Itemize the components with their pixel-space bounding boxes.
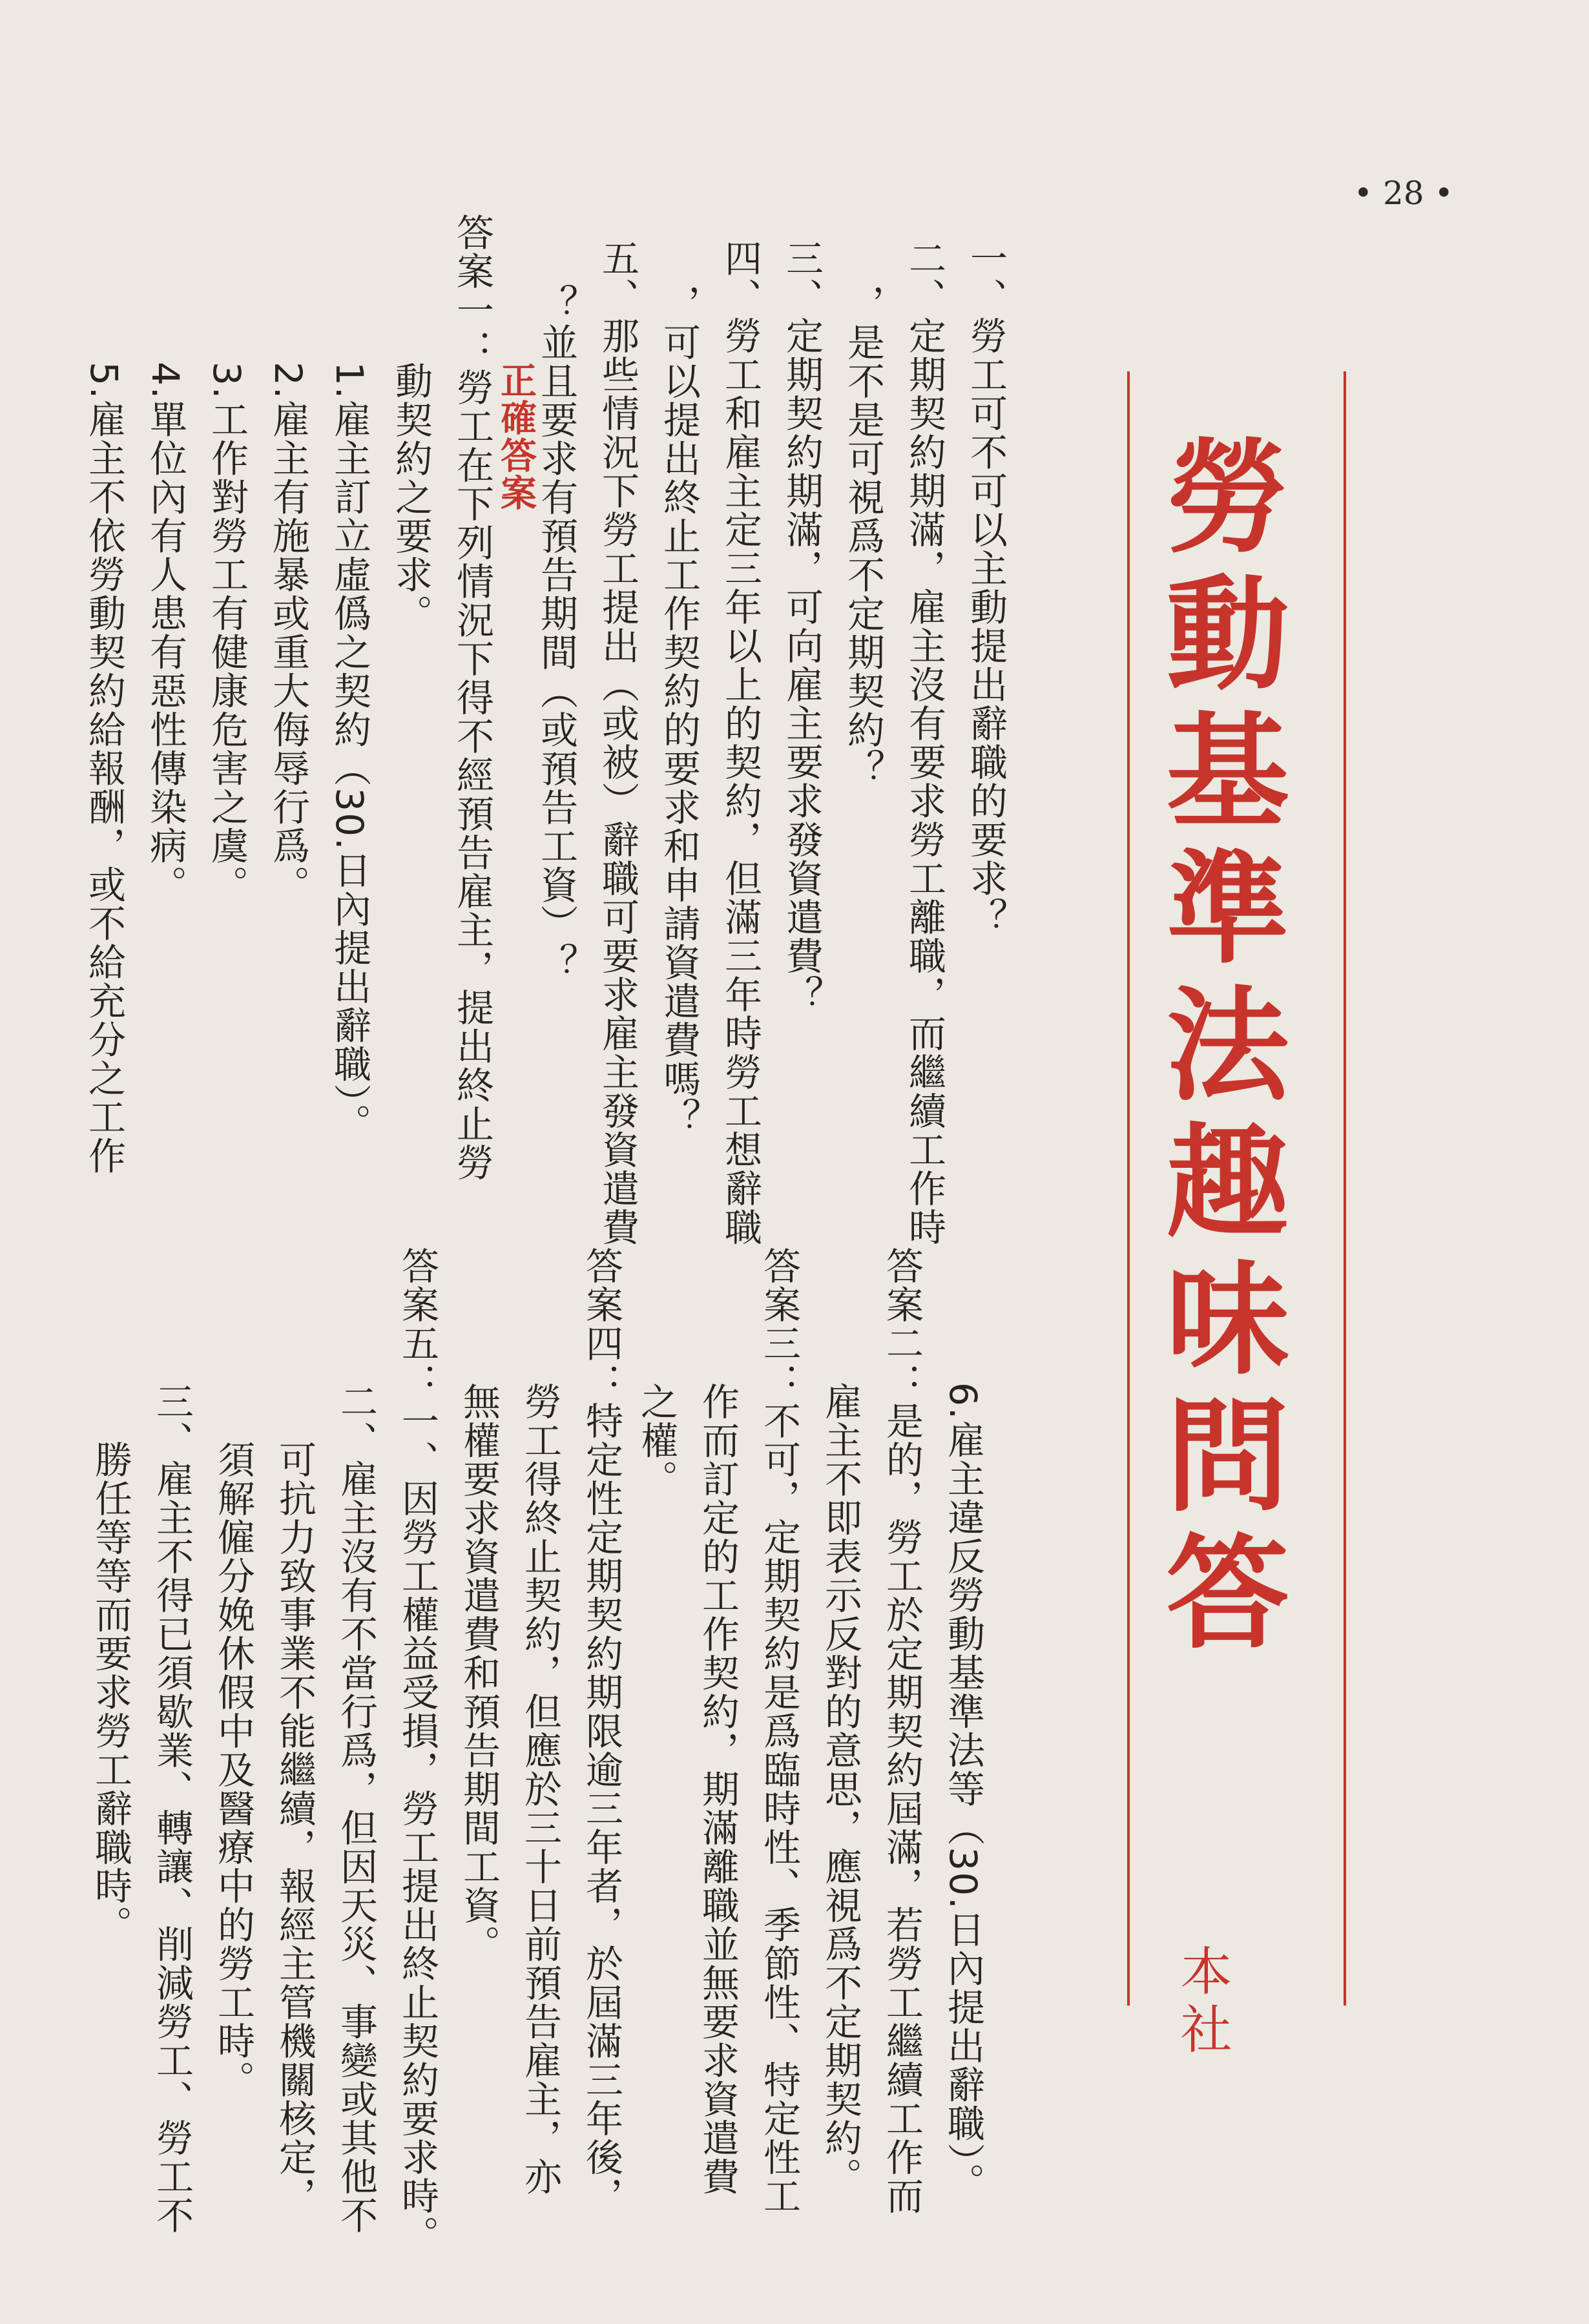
answer-line: 作而訂定的工作契約，期滿離職並無要求資遣費 [696, 1382, 740, 2196]
question-line: 五、那些情況下勞工提出（或被）辭職可要求雇主發資遣費 [596, 239, 639, 1247]
answer-item: 1.雇主訂立虛僞之契約（30.日內提出辭職）。 [327, 362, 371, 1143]
answer-item: 4.單位內有人患有惡性傳染病。 [143, 362, 187, 904]
answer-line: 可抗力致事業不能繼續，報經主管機關核定， [273, 1440, 317, 2215]
answer-line: 之權。 [634, 1382, 678, 1499]
answer-line: 須解僱分娩休假中及醫療中的勞工時。 [211, 1440, 255, 2099]
answer-line: 三、雇主不得已須歇業、轉讓、削減勞工、勞工不 [150, 1382, 194, 2235]
question-line: ？並且要求有預告期間（或預告工資）？ [534, 284, 578, 982]
answer-line: 答案四：特定性定期契約期限逾三年者，於屆滿三年後， [579, 1247, 623, 2215]
article-author: 本社 [1172, 1944, 1232, 2060]
question-line: 四、勞工和雇主定三年以上的契約，但滿三年時勞工想辭職 [718, 239, 762, 1247]
answer-heading: 正確答案 [495, 362, 537, 512]
title-rule-left [1127, 371, 1130, 2006]
question-line: 三、定期契約期滿，可向雇主要求發資遣費？ [780, 239, 824, 1014]
question-line: 二、定期契約期滿，雇主沒有要求勞工離職，而繼續工作時 [902, 239, 946, 1247]
answer-line: 答案三：不可，定期契約是爲臨時性、季節性、特定性工 [757, 1247, 801, 2215]
answer-item: 3.工作對勞工有健康危害之虞。 [205, 362, 249, 904]
answer-line: 勝任等等而要求勞工辭職時。 [88, 1440, 132, 1944]
question-line: 一、勞工可不可以主動提出辭職的要求？ [964, 239, 1008, 937]
page-number: • 28 • [1353, 174, 1453, 212]
answer-item: 2.雇主有施暴或重大侮辱行爲。 [266, 362, 310, 904]
article-title: 勞動基準法趣味問答 [1146, 433, 1290, 1665]
answer-line: 雇主不即表示反對的意思，應視爲不定期契約。 [818, 1382, 862, 2196]
answer-line: 答案二：是的，勞工於定期契約屆滿，若勞工繼續工作而 [880, 1247, 924, 2215]
answer-line: 二、雇主沒有不當行爲，但因天災、事變或其他不 [334, 1382, 378, 2235]
title-rule-right [1344, 371, 1346, 2006]
question-line: ，是不是可視爲不定期契約？ [841, 284, 885, 788]
answer-item: 6.雇主違反勞動基準法等（30.日內提出辭職）。 [941, 1382, 985, 2202]
answer-line: 答案一：勞工在下列情況下得不經預告雇主，提出終止勞 [450, 213, 494, 1182]
answer-line: 動契約之要求。 [389, 362, 433, 633]
answer-item: 5.雇主不依勞動契約給報酬，或不給充分之工作 [82, 362, 126, 1176]
question-line: ，可以提出終止工作契約的要求和申請資遣費嗎？ [657, 284, 701, 1137]
answer-line: 答案五：一、因勞工權益受損，勞工提出終止契約要求時。 [395, 1247, 439, 2254]
answer-line: 無權要求資遣費和預告期間工資。 [457, 1382, 501, 1964]
answer-line: 勞工得終止契約，但應於三十日前預告雇主，亦 [518, 1382, 562, 2196]
